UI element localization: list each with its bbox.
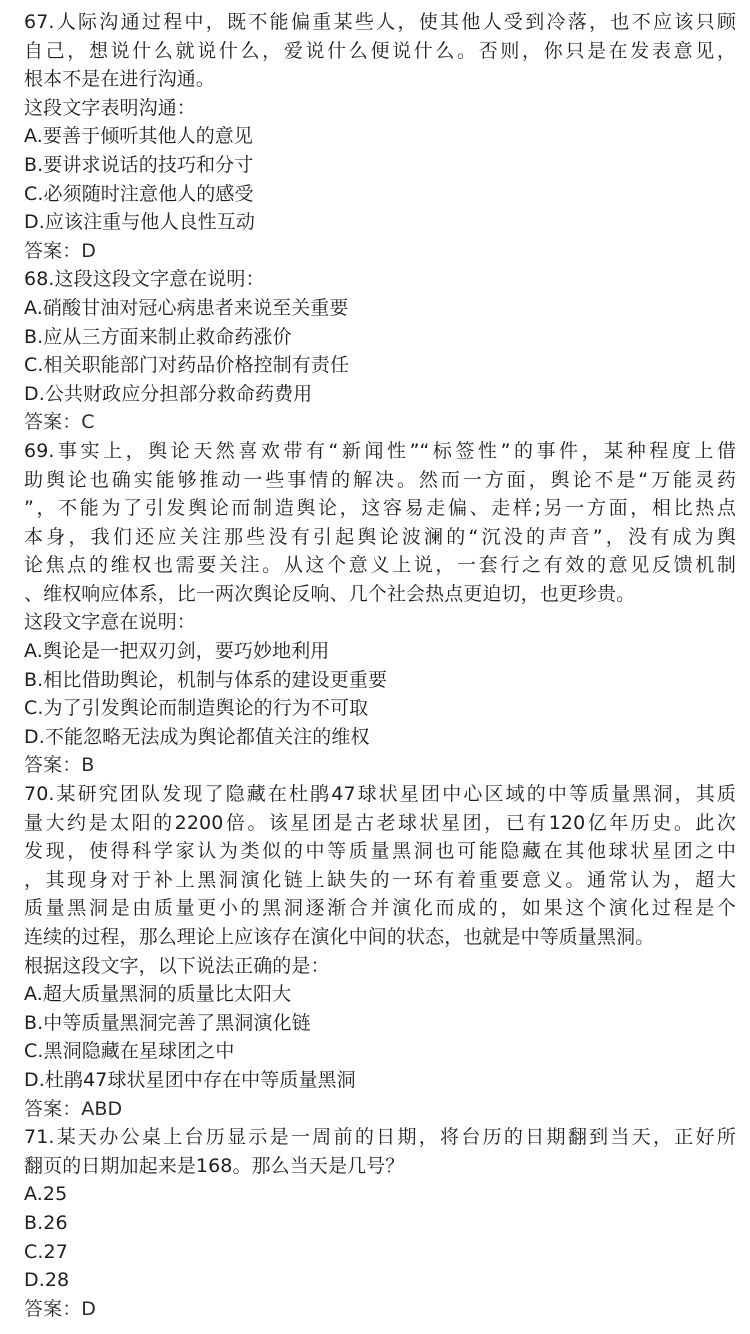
question-text-line: ，其现身对于补上黑洞演化链上缺失的一环有着重要意义。通常认为，超大 [24, 868, 736, 891]
question-text-line: 68.这段这段文字意在说明： [24, 268, 265, 291]
answer-option: C.27 [24, 1240, 68, 1263]
answer-option: C.为了引发舆论而制造舆论的行为不可取 [24, 697, 369, 720]
question-text-line: 本身，我们还应关注那些没有引起舆论波澜的“沉没的声音”，没有成为舆 [24, 525, 736, 548]
question-text-line: 质量黑洞是由质量更小的黑洞逐渐合并演化而成的，如果这个演化过程是个 [24, 897, 736, 920]
question-prompt: 这段文字意在说明： [24, 611, 196, 634]
answer-option: C.必须随时注意他人的感受 [24, 182, 254, 205]
answer-option: D.应该注重与他人良性互动 [24, 211, 255, 234]
answer-option: D.公共财政应分担部分救命药费用 [24, 382, 313, 405]
answer-key: 答案：D [24, 239, 97, 262]
question-text-line: 根本不是在进行沟通。 [24, 68, 216, 91]
answer-option: B.26 [24, 1211, 68, 1234]
answer-option: C.相关职能部门对药品价格控制有责任 [24, 354, 350, 377]
answer-option: B.相比借助舆论，机制与体系的建设更重要 [24, 668, 388, 691]
answer-option: D.28 [24, 1269, 70, 1292]
answer-option: B.应从三方面来制止救命药涨价 [24, 325, 292, 348]
question-text-line: 量大约是太阳的2200倍。该星团是古老球状星团，已有120亿年历史。此次 [24, 811, 736, 834]
answer-option: A.要善于倾听其他人的意见 [24, 125, 254, 148]
question-prompt: 这段文字表明沟通： [24, 96, 196, 119]
answer-key: 答案：B [24, 754, 95, 777]
question-text-line: 助舆论也确实能够推动一些事情的解决。然而一方面，舆论不是“万能灵药 [24, 468, 736, 491]
answer-option: B.要讲求说话的技巧和分寸 [24, 153, 254, 176]
answer-key: 答案：D [24, 1297, 97, 1320]
answer-option: A.硝酸甘油对冠心病患者来说至关重要 [24, 296, 349, 319]
question-text-line: 连续的过程，那么理论上应该存在演化中间的状态，也就是中等质量黑洞。 [24, 926, 655, 948]
answer-option: C.黑洞隐藏在星球团之中 [24, 1040, 235, 1063]
question-text-line: 论焦点的维权也需要关注。从这个意义上说，一套行之有效的意见反馈机制 [24, 554, 736, 577]
question-text-line: 70.某研究团队发现了隐藏在杜鹃47球状星团中心区域的中等质量黑洞，其质 [24, 783, 736, 806]
question-text-line: 、维权响应体系，比一两次舆论反响、几个社会热点更迫切，也更珍贵。 [24, 582, 636, 605]
answer-option: B.中等质量黑洞完善了黑洞演化链 [24, 1011, 311, 1034]
question-text-line: 69.事实上，舆论天然喜欢带有“新闻性”“标签性”的事件，某种程度上借 [24, 439, 736, 462]
answer-option: A.25 [24, 1183, 68, 1206]
question-text-line: 自己，想说什么就说什么，爱说什么便说什么。否则，你只是在发表意见， [24, 39, 736, 62]
question-text-line: ”，不能为了引发舆论而制造舆论，这容易走偏、走样;另一方面，相比热点 [24, 497, 736, 520]
question-text-line: 71.某天办公桌上台历显示是一周前的日期，将台历的日期翻到当天，正好所 [24, 1126, 736, 1149]
question-text-line: 67.人际沟通过程中，既不能偏重某些人，使其他人受到冷落，也不应该只顾 [24, 11, 736, 33]
question-text-line: 翻页的日期加起来是168。那么当天是几号？ [24, 1154, 405, 1177]
answer-option: A.舆论是一把双刃剑，要巧妙地利用 [24, 640, 330, 663]
question-prompt: 根据这段文字，以下说法正确的是： [24, 954, 330, 977]
answer-option: D.不能忽略无法成为舆论都值关注的维权 [24, 725, 370, 748]
answer-key: 答案：ABD [24, 1097, 123, 1120]
answer-option: A.超大质量黑洞的质量比太阳大 [24, 983, 292, 1006]
answer-option: D.杜鹃47球状星团中存在中等质量黑洞 [24, 1068, 356, 1091]
answer-key: 答案：C [24, 411, 95, 434]
question-text-line: 发现，使得科学家认为类似的中等质量黑洞也可能隐藏在其他球状星团之中 [24, 840, 736, 863]
